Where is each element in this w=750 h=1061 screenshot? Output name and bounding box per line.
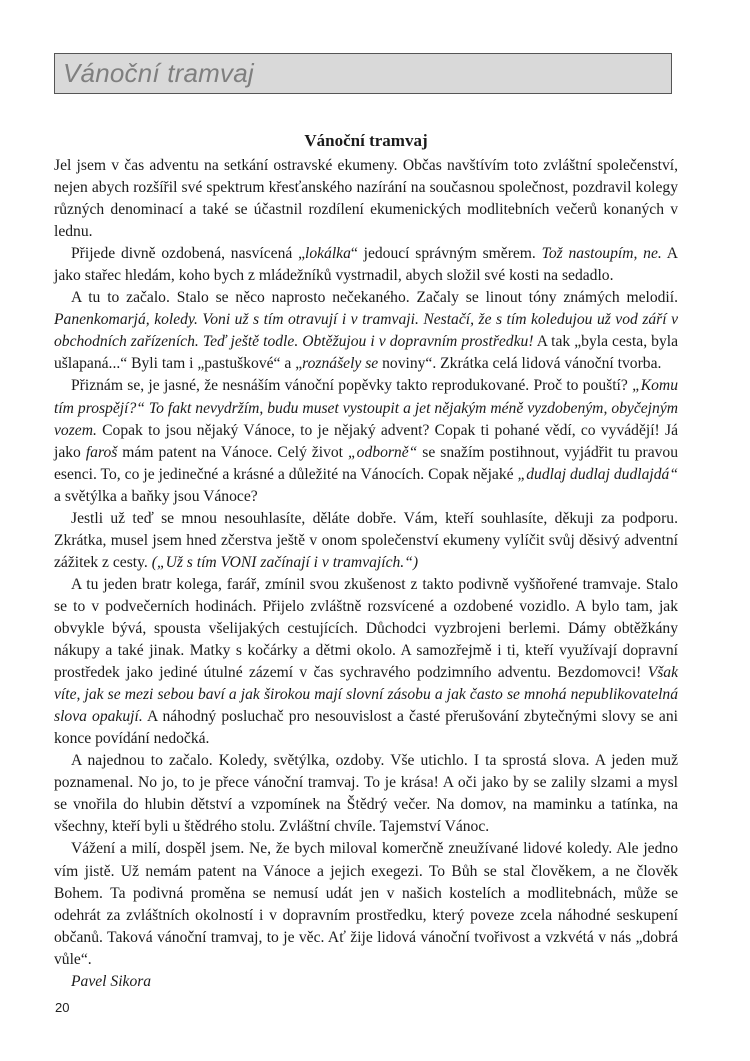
- italic-run: „odborně“: [348, 443, 418, 461]
- page-number: 20: [55, 1000, 70, 1015]
- italic-run: Však víte, jak se mezi sebou baví a jak širokou mají slovní zásobu a jak často se mnohá nepublikovatelná slova opakují.: [54, 664, 678, 726]
- text-run: Jestli už teď se mnou nesouhlasíte, děláte dobře. Vám, kteří souhlasíte, děkuji za podporu. Zkrátka, musel jsem hned zčerstva ještě v onom společenství ekumeny vylíčit svůj děsivý adventní zážitek z cesty.: [54, 509, 678, 571]
- text-run: A najednou to začalo. Koledy, světýlka, ozdoby. Vše utichlo. I ta sprostá slova. A jeden muž poznamenal. No jo, to je přece vánoční tramvaj. To je krása! A oči jako by se zalily slzami a mysl se vnořila do hlubin dětství a vzpomínek na Štědrý večer. Na domov, na maminku a tatínka, na všechny, kteří byli u štědrého stolu. Zvláštní chvíle. Tajemství Vánoc.: [54, 752, 678, 836]
- article-paragraph: [54, 287, 678, 375]
- italic-run: roznášely se: [302, 355, 379, 373]
- italic-run: faroš: [85, 443, 118, 461]
- italic-run: „Komu tím prospějí?“ To fakt nevydržím, budu muset vystoupit a jet nějakým méně vyzdobeným, obyčejným vozem.: [54, 377, 678, 439]
- article-heading: Vánoční tramvaj: [304, 131, 428, 150]
- article-paragraph: [54, 574, 678, 750]
- text-run: A jako stařec hledám, koho bych z mládežníků vystrnadil, abych složil své kosti na sedadlo.: [54, 245, 678, 285]
- text-run: se snažím postihnout, vyjádřit tu pravou esenci. To, co je jedinečné a krásné a důležité na Vánocích. Copak nějaké: [54, 443, 679, 483]
- text-run: mám patent na Vánoce. Celý život: [117, 443, 348, 461]
- article-paragraph: [54, 750, 678, 838]
- text-run: A tu to začalo. Stalo se něco naprosto nečekaného. Začaly se linout tóny známých melodií.: [71, 289, 678, 307]
- article-paragraph: [54, 243, 678, 287]
- text-run: Přiznám se, je jasné, že nesnáším vánoční popěvky takto reprodukované. Proč to pouští?: [71, 377, 633, 395]
- text-run: Copak to jsou nějaký Vánoce, to je nějaký advent? Copak ti pohané vědí, co vyvádějí! Já jako: [54, 421, 678, 461]
- article-paragraph: [54, 375, 678, 507]
- text-run: Vážení a milí, dospěl jsem. Ne, že bych miloval komerčně zneužívané lidové koledy. Ale jedno vím jistě. Už nemám patent na Vánoce a jejich exegezi. To Bůh se stal člověkem, a ne člověk Bohem. Ta podivná proměna se nemusí udát jen v našich kostelích a modlitebnách, může se odehrát za zvláštních okolností i v dopravním prostředku, který poveze zcela náhodné seskupení občanů. Taková vánoční tramvaj, to je věc. Ať žije lidová vánoční tvořivost a vzkvétá v nás „dobrá vůle“.: [54, 840, 678, 968]
- text-run: Jel jsem v čas adventu na setkání ostravské ekumeny. Občas navštívím toto zvláštní společenství, nejen abych rozšířil své spektrum křesťanského nazírání na současnou společnost, pozdravil kolegy různých denominací a také se účastnil rozdílení ekumenických modlitebních večerů konaných v lednu.: [54, 157, 678, 241]
- text-run: Přijede divně ozdobená, nasvícená „: [71, 245, 305, 263]
- article: [54, 130, 678, 993]
- italic-run: lokálka: [305, 245, 351, 263]
- section-banner: [54, 53, 672, 94]
- italic-run: („Už s tím VONI začínají i v tramvajích.“): [151, 553, 419, 571]
- article-paragraph: [54, 508, 678, 574]
- article-paragraph: [54, 838, 678, 970]
- text-run: A náhodný posluchač pro nesouvislost a časté přerušování zbytečnými slovy se ani konce povídání nedočká.: [54, 708, 678, 748]
- text-run: noviny“. Zkrátka celá lidová vánoční tvorba.: [378, 355, 662, 373]
- banner-title: Vánoční tramvaj: [63, 58, 254, 88]
- italic-run: Panenkomarjá, koledy. Voni už s tím otravují i v tramvaji. Nestačí, že s tím koledujou už vod září v obchodních zařízeních. Teď ještě todle. Obtěžujou i v dopravním prostředku!: [54, 311, 678, 351]
- italic-run: Tož nastoupím, ne.: [541, 245, 662, 263]
- italic-run: „dudlaj dudlaj dudlajdá“: [517, 465, 679, 483]
- article-author: Pavel Sikora: [71, 972, 152, 990]
- text-run: A tu jeden bratr kolega, farář, zmínil svou zkušenost z takto podivně vyšňořené tramvaje. Stalo se to v podvečerních hodinách. Přijelo zvláštně rozsvícené a ozdobené vozidlo. A bylo tam, jak obvykle bývá, spousta všelijakých cestujících. Důchodci vyzbrojeni berlemi. Dámy obtěžkány nákupy a také jinak. Matky s kočárky a dětmi okolo. A samozřejmě i ti, kteří využívají dopravní prostředek jako jediné útulné zázemí v čas sychravého podzimního adventu. Bezdomovci!: [54, 575, 678, 682]
- text-run: “ jedoucí správným směrem.: [350, 245, 542, 263]
- article-paragraph: [54, 155, 678, 243]
- text-run: A tak „byla cesta, byla ušlapaná...“ Byli tam i „pastuškové“ a „: [54, 333, 678, 373]
- text-run: a světýlka a baňky jsou Vánoce?: [54, 487, 258, 505]
